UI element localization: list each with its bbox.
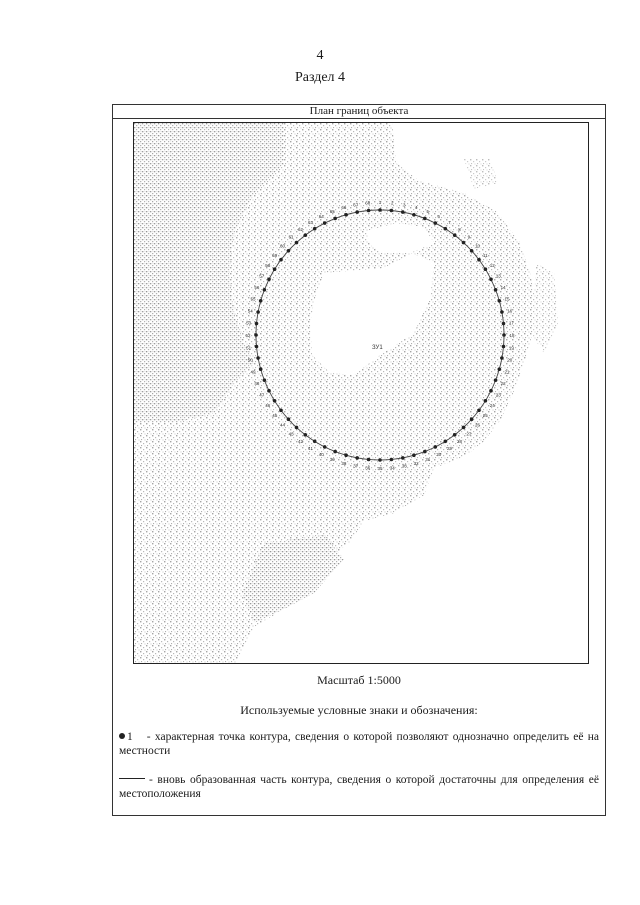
contour-point [498, 367, 502, 371]
contour-point-label: 11 [482, 252, 488, 258]
contour-point [390, 458, 394, 462]
contour-point [470, 249, 474, 253]
contour-point [462, 241, 466, 245]
contour-point-label: 12 [489, 263, 495, 268]
contour-point-label: 30 [436, 452, 442, 458]
contour-point-label: 10 [474, 243, 481, 249]
contour-point-label: 64 [318, 213, 324, 219]
section-title: Раздел 4 [294, 70, 346, 85]
contour-point [477, 258, 481, 262]
contour-point [462, 426, 466, 430]
contour-point-label: 13 [495, 273, 501, 279]
contour-point [333, 450, 337, 454]
contour-point-label: 49 [250, 369, 256, 375]
contour-point-label: 53 [246, 320, 252, 326]
contour-point-label: 18 [509, 333, 515, 338]
contour-point [502, 322, 506, 326]
contour-point-label: 50 [247, 357, 253, 363]
contour-point-label: 32 [413, 460, 419, 466]
contour-point-label: 35 [377, 466, 383, 471]
contour-point [355, 456, 359, 460]
contour-point [494, 288, 498, 292]
contour-point [434, 221, 438, 225]
contour-point [256, 356, 260, 360]
boundary-plan-drawing [134, 123, 589, 664]
contour-point-label: 43 [288, 431, 294, 437]
contour-point-label: 48 [254, 381, 260, 386]
contour-point-label: 67 [353, 202, 359, 208]
contour-point-label: 57 [259, 273, 265, 279]
contour-point-label: 3 [403, 202, 406, 208]
contour-point-label: 6 [437, 213, 441, 219]
contour-point-label: 42 [297, 439, 304, 445]
plan-title: План границ объекта [113, 105, 605, 119]
contour-point-label: 36 [365, 465, 371, 471]
contour-point [489, 278, 493, 282]
contour-point-label: 55 [250, 296, 256, 302]
contour-point-label: 66 [341, 205, 347, 211]
contour-point [444, 440, 448, 444]
contour-point-label: 17 [508, 320, 514, 326]
contour-point [401, 210, 405, 214]
page-number: 4 [316, 48, 324, 63]
legend-title: Используемые условные знаки и обозначения: [240, 703, 478, 717]
contour-point [273, 399, 277, 403]
contour-point-label: 51 [246, 345, 252, 351]
contour-point [434, 445, 438, 449]
contour-point [279, 409, 283, 413]
contour-point [279, 258, 283, 262]
contour-point [378, 458, 382, 462]
contour-point-label: 24 [489, 403, 495, 408]
contour-point [313, 440, 317, 444]
contour-point-label: 1 [378, 200, 382, 205]
contour-point [267, 278, 271, 282]
contour-point [254, 333, 258, 337]
contour-point [401, 456, 405, 460]
contour-point-label: 5 [426, 209, 429, 214]
contour-point [453, 433, 457, 437]
object-label: ЗУ1 [372, 345, 383, 351]
contour-point-label: 14 [500, 285, 506, 290]
scale-label: Масштаб 1:5000 [317, 673, 401, 687]
contour-point-label: 38 [341, 460, 347, 466]
contour-point [500, 310, 504, 314]
contour-point-label: 4 [414, 205, 418, 211]
contour-point [498, 299, 502, 303]
contour-point [500, 356, 504, 360]
contour-point-label: 25 [482, 413, 488, 419]
contour-point [423, 217, 427, 221]
contour-point [259, 299, 263, 303]
contour-point-label: 41 [307, 446, 314, 452]
contour-point-label: 62 [297, 226, 304, 232]
contour-point [367, 458, 371, 462]
contour-point [295, 426, 299, 430]
contour-point [263, 288, 267, 292]
contour-point-label: 23 [495, 392, 501, 398]
contour-point-label: 34 [389, 465, 395, 471]
contour-point-label: 52 [245, 333, 251, 338]
contour-point-label: 22 [500, 381, 506, 386]
contour-point-label: 28 [456, 439, 463, 445]
contour-point [313, 227, 317, 231]
contour-point-label: 19 [508, 345, 514, 351]
contour-point [453, 233, 457, 237]
contour-point [502, 345, 506, 349]
contour-point [378, 208, 382, 212]
contour-point [412, 213, 416, 217]
plan-frame [112, 104, 606, 816]
contour-point [287, 417, 291, 421]
contour-point [333, 217, 337, 221]
contour-point-label: 37 [353, 463, 359, 469]
contour-point [256, 310, 260, 314]
contour-point [484, 399, 488, 403]
contour-point [367, 209, 371, 213]
contour-point-label: 56 [254, 285, 260, 290]
contour-point [255, 345, 259, 349]
contour-point-label: 54 [247, 308, 253, 314]
contour-point-label: 45 [272, 413, 278, 419]
contour-point [323, 221, 327, 225]
contour-point-label: 47 [259, 392, 265, 398]
contour-point [255, 322, 259, 326]
contour-point [477, 409, 481, 413]
contour-point [287, 249, 291, 253]
contour-point [390, 209, 394, 213]
contour-point-label: 33 [401, 463, 407, 469]
contour-point [423, 450, 427, 454]
contour-point [295, 241, 299, 245]
contour-point [494, 378, 498, 382]
contour-point [470, 417, 474, 421]
contour-point-label: 26 [474, 422, 481, 428]
contour-point-label: 9 [467, 234, 471, 240]
contour-point-label: 21 [504, 369, 510, 375]
contour-point-label: 60 [279, 243, 286, 249]
contour-line-icon [119, 778, 145, 779]
contour-point [344, 213, 348, 217]
contour-point [484, 267, 488, 271]
contour-point-label: 15 [504, 296, 510, 302]
contour-point-label: 16 [507, 308, 513, 314]
contour-point [355, 210, 359, 214]
contour-point [502, 333, 506, 337]
contour-point-label: 31 [425, 457, 431, 462]
contour-point [323, 445, 327, 449]
contour-point [304, 233, 308, 237]
contour-point-label: 58 [265, 263, 271, 268]
contour-point [412, 453, 416, 457]
contour-point-label: 7 [448, 219, 451, 225]
contour-point-label: 2 [390, 200, 394, 206]
contour-point-label: 39 [329, 457, 335, 462]
contour-point-label: 20 [507, 357, 513, 363]
contour-point-label: 59 [272, 252, 278, 258]
map-area[interactable] [133, 122, 589, 664]
point-marker-icon [119, 733, 125, 739]
legend-line-description: - вновь образованная часть контура, сведения о которой достаточны для определения её местоположения [119, 774, 599, 800]
contour-point-label: 27 [466, 431, 472, 437]
contour-point-label: 40 [318, 452, 324, 458]
contour-point-label: 65 [329, 209, 335, 214]
legend-line-row [119, 773, 599, 801]
contour-point-label: 61 [288, 234, 294, 240]
legend-point-number: 1 [127, 731, 133, 743]
contour-point [304, 433, 308, 437]
contour-point-label: 44 [279, 422, 286, 428]
contour-point-label: 8 [458, 226, 461, 232]
contour-point [263, 378, 267, 382]
contour-point [273, 267, 277, 271]
contour-point-label: 63 [307, 219, 314, 225]
contour-point-label: 68 [365, 200, 371, 206]
legend-point-row [119, 730, 599, 758]
contour-point [489, 389, 493, 393]
contour-point [259, 367, 263, 371]
contour-point [344, 453, 348, 457]
contour-point [267, 389, 271, 393]
contour-point [444, 227, 448, 231]
contour-point-label: 29 [446, 446, 453, 452]
legend-point-description: - характерная точка контура, сведения о которой позволяют однозначно определить её на местности [119, 731, 599, 757]
contour-point-label: 46 [265, 403, 271, 408]
